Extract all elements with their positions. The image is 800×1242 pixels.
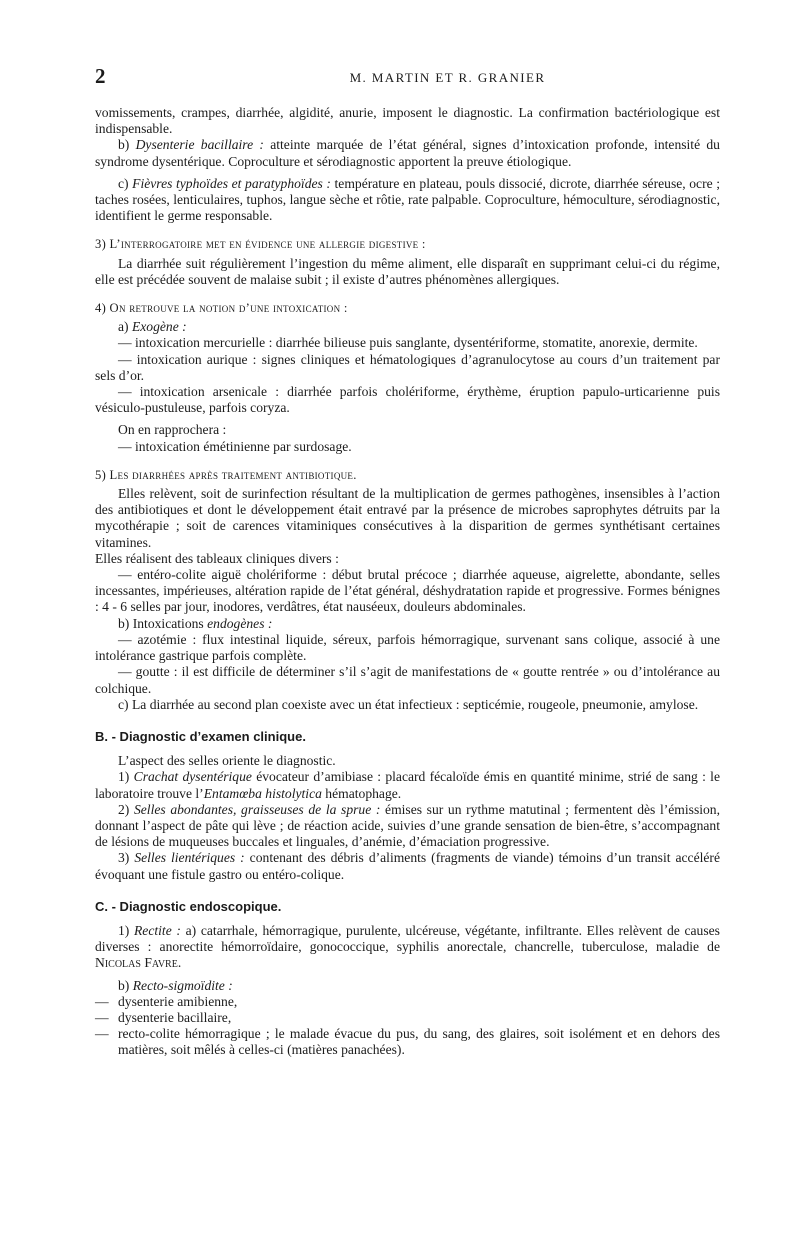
paragraph-text: b) Intoxications xyxy=(118,615,208,631)
item-marker: 1) xyxy=(118,922,134,938)
paragraph: La diarrhée suit régulièrement l’ingestion du même aliment, elle disparaît en supprimant celui-ci du régime, elle est précédée souvent de malaise subit ; il existe d’autres phénomènes allergiques. xyxy=(95,255,720,287)
item-marker: b) xyxy=(118,977,133,993)
paragraph-text: hématophage. xyxy=(321,785,402,801)
item-marker: b) xyxy=(118,137,136,153)
paragraph-rectite xyxy=(95,923,720,972)
proper-name: Nicolas Favre xyxy=(95,955,178,971)
list-item-text: dysenterie amibienne, xyxy=(118,993,238,1009)
italic-term: Rectite : xyxy=(134,922,181,938)
section-number: 4) xyxy=(95,301,110,316)
list-item-text: recto-colite hémorragique ; le malade évacue du pus, du sang, des glaires, soit isolément et en dehors des matières, soit mêlés à celles-ci (matières panachées). xyxy=(118,1026,720,1058)
section-heading-3 xyxy=(95,236,720,252)
page-header xyxy=(95,64,720,94)
list-item xyxy=(95,994,720,1010)
paragraph: — intoxication mercurielle : diarrhée bilieuse puis sanglante, dysentériforme, stomatite, anorexie, dermite. xyxy=(118,335,698,351)
paragraph: Elles réalisent des tableaux cliniques divers : xyxy=(95,550,339,566)
paragraph-text: a) catarrhale, hémorragique, purulente, ulcéreuse, végétante, infiltrante. Elles relèvent de causes diverses : anorectite hémorroïdaire, gonococcique, syphilis anorectale, chancrelle, tuberculose, maladie de xyxy=(95,922,720,955)
dash-marker: — xyxy=(95,993,109,1009)
section-number: 5) xyxy=(95,467,110,482)
paragraph-text: température en plateau, pouls dissocié, dicrote, diarrhée séreuse, ocre ; taches rosées, lenticulaires, tuphos, langue sèche et rôtie, rate palpable. Coproculture, hémoculture, sérodiagnostic, identifient le germe responsable. xyxy=(95,175,720,224)
italic-term: Dysenterie bacillaire : xyxy=(135,137,264,153)
italic-term: endogènes : xyxy=(207,615,273,631)
italic-term: Recto-sigmoïdite : xyxy=(132,977,233,993)
paragraph: On en rapprochera : xyxy=(118,422,227,438)
item-marker: 2) xyxy=(118,801,134,817)
paragraph-intoxications-endogenes xyxy=(95,616,720,632)
paragraph: — azotémie : flux intestinal liquide, séreux, parfois hémorragique, survenant sans colique, associé à une intolérance gastrique parfois complète. xyxy=(95,631,720,664)
paragraph: — entéro-colite aiguë cholériforme : début brutal précoce ; diarrhée aqueuse, aigrelette, abondante, selles incessantes, impérieuses, altération rapide de l’état général, déshydratation rapide et progressive. Formes bénignes : 4 - 6 selles par jour, inodores, verdâtres, état nauséeux, douleurs abdominales. xyxy=(95,567,720,615)
paragraph-text: émises sur un rythme matutinal ; fermentent dès l’émission, donnant l’aspect de pâte qui lève ; de réaction acide, suivies d’une grande sensation de bien-être, s’accompagnant de lésions de muqueuses buccales et linguales, d’anémie, d’émaciation progressive. xyxy=(95,801,720,850)
dash-marker: — xyxy=(95,1026,109,1042)
item-marker: a) xyxy=(118,319,132,335)
paragraph-recto-sigmoidite xyxy=(95,978,720,994)
section-title: Les diarrhées après traitement antibiotique. xyxy=(109,467,357,482)
italic-term: Fièvres typhoïdes et paratyphoïdes : xyxy=(132,175,331,191)
italic-term: Exogène : xyxy=(131,319,187,335)
list-item-text: dysenterie bacillaire, xyxy=(118,1009,232,1025)
paragraph: Elles relèvent, soit de surinfection résultant de la multiplication de germes pathogènes, insensibles à l’action des antibiotiques et dont le développement était entravé par la présence de microbes saprophytes détruits par la mycothérapie ; soit de carences vitaminiques consécutives à la disparition de germes synthétisant certaines vitamines. xyxy=(95,486,720,550)
paragraph-text: contenant des débris d’aliments (fragments de viande) témoins d’un transit accéléré évoquant une fistule gastro ou entéro-colique. xyxy=(95,850,720,882)
paragraph-crachat-dysenterique xyxy=(95,769,720,801)
section-heading-5 xyxy=(95,467,720,483)
paragraph: — goutte : il est difficile de déterminer s’il s’agit de manifestations de « goutte rentrée » ou d’intolérance au colchique. xyxy=(95,664,720,696)
section-number: 3) xyxy=(95,237,110,252)
section-heading-c: C. - Diagnostic endoscopique. xyxy=(95,898,282,914)
paragraph-text: atteinte marquée de l’état général, signes d’intoxication profonde, intensité du syndrome dysentérique. Coproculture et sérodiagnostic apportent la preuve étiologique. xyxy=(95,137,720,169)
page-body xyxy=(95,105,720,1059)
section-title: On retrouve la notion d’une intoxication : xyxy=(109,301,348,316)
item-marker: 1) xyxy=(118,769,134,785)
recto-sigmoidite-list xyxy=(95,994,720,1059)
italic-term: Selles abondantes, graisseuses de la sprue : xyxy=(133,801,381,817)
paragraph: — intoxication arsenicale : diarrhée parfois cholériforme, érythème, éruption papulo-urticarienne puis vésiculo-pustuleuse, parfois coryza. xyxy=(95,384,720,416)
paragraph-selles-abondantes xyxy=(95,802,720,851)
section-title: L’interrogatoire met en évidence une allergie digestive : xyxy=(109,237,426,252)
italic-term: Entamœba histolytica xyxy=(203,785,322,801)
paragraph-dysenterie-bacillaire xyxy=(95,137,720,169)
dash-marker: — xyxy=(95,1009,109,1025)
list-item xyxy=(95,1026,720,1058)
section-heading-4 xyxy=(95,300,720,316)
paragraph-text: . xyxy=(177,955,182,971)
section-heading-b: B. - Diagnostic d’examen clinique. xyxy=(95,728,306,744)
paragraph: vomissements, crampes, diarrhée, algidité, anurie, imposent le diagnostic. La confirmation bactériologique est indispensable. xyxy=(95,105,720,137)
page-number: 2 xyxy=(95,64,106,88)
italic-term: Crachat dysentérique xyxy=(133,769,252,785)
paragraph: — intoxication aurique : signes cliniques et hématologiques d’agranulocytose au cours d’un traitement par sels d’or. xyxy=(95,351,720,383)
item-marker: c) xyxy=(118,175,133,191)
paragraph-text: évocateur d’amibiase : placard fécaloïde émis en quantité minime, strié de sang : le laboratoire trouve l’ xyxy=(95,769,720,801)
list-item xyxy=(95,1010,720,1026)
paragraph-exogene xyxy=(95,319,720,335)
running-head: M. MARTIN ET R. GRANIER xyxy=(349,70,546,85)
paragraph: L’aspect des selles oriente le diagnostic. xyxy=(118,753,336,769)
paragraph-fievres-typhoides xyxy=(95,176,720,225)
paragraph-selles-lienteriques xyxy=(95,850,720,882)
paragraph: c) La diarrhée au second plan coexiste avec un état infectieux : septicémie, rougeole, pneumonie, amylose. xyxy=(118,696,699,712)
item-marker: 3) xyxy=(118,850,135,866)
paragraph: — intoxication émétinienne par surdosage. xyxy=(118,438,352,454)
italic-term: Selles lientériques : xyxy=(134,850,245,866)
